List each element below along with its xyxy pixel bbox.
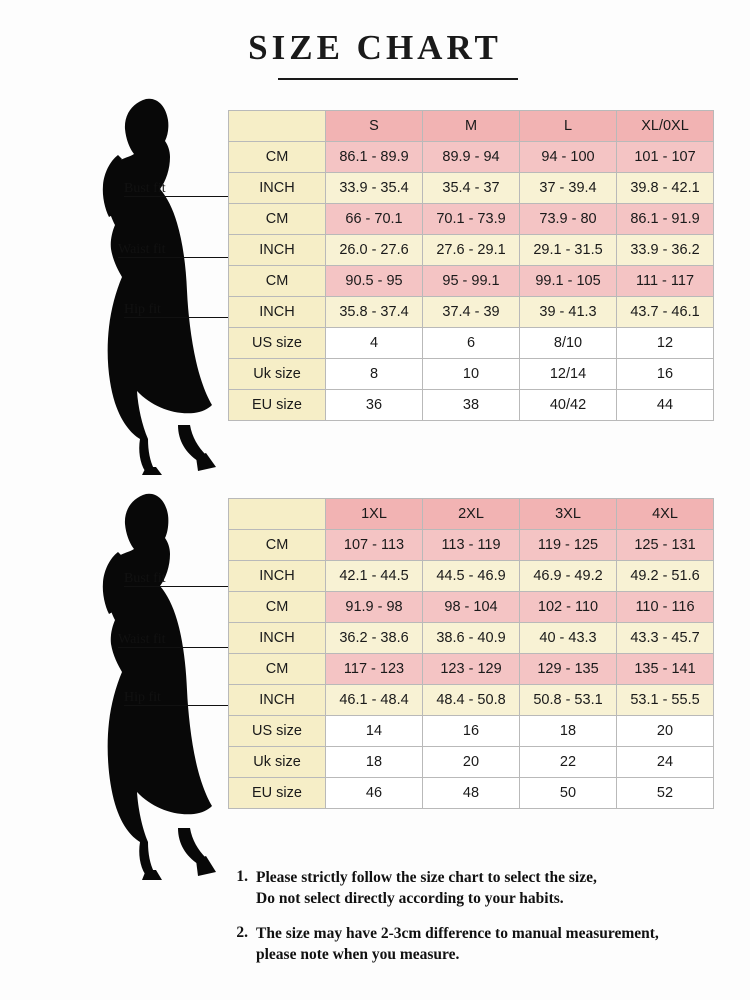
table-row: [229, 266, 714, 297]
table-row: [229, 297, 714, 328]
table-cell: 42.1 - 44.5: [326, 561, 423, 592]
table-cell: 48.4 - 50.8: [423, 685, 520, 716]
note-line: Please strictly follow the size chart to select the size,: [256, 869, 597, 886]
table-cell: 38: [423, 390, 520, 421]
table-cell: 22: [520, 747, 617, 778]
row-label: INCH: [229, 173, 326, 204]
table-cell: 4: [326, 328, 423, 359]
table-row: [229, 328, 714, 359]
table-cell: 37.4 - 39: [423, 297, 520, 328]
bust-fit-line-top: [124, 196, 232, 197]
table-row: [229, 530, 714, 561]
row-label: EU size: [229, 390, 326, 421]
table-cell: 50: [520, 778, 617, 809]
hip-fit-label-top: Hip fit: [124, 302, 161, 317]
table-cell: 73.9 - 80: [520, 204, 617, 235]
table-cell: 40 - 43.3: [520, 623, 617, 654]
table-cell: 37 - 39.4: [520, 173, 617, 204]
table-cell: 123 - 129: [423, 654, 520, 685]
row-label: INCH: [229, 297, 326, 328]
table-cell: 8: [326, 359, 423, 390]
table-cell: 6: [423, 328, 520, 359]
table-cell: 43.7 - 46.1: [617, 297, 714, 328]
header-blank: [229, 499, 326, 530]
row-label: INCH: [229, 623, 326, 654]
row-label: US size: [229, 716, 326, 747]
table-row: [229, 561, 714, 592]
row-label: CM: [229, 592, 326, 623]
bust-fit-line-bottom: [124, 586, 232, 587]
table-body: [229, 530, 714, 809]
table-cell: 33.9 - 35.4: [326, 173, 423, 204]
table-row: [229, 173, 714, 204]
table-row: [229, 778, 714, 809]
table-cell: 14: [326, 716, 423, 747]
figure-silhouette-top: [82, 95, 242, 475]
row-label: CM: [229, 654, 326, 685]
table-cell: 16: [423, 716, 520, 747]
page-title: SIZE CHART: [248, 28, 502, 67]
table-cell: 107 - 113: [326, 530, 423, 561]
table-cell: 70.1 - 73.9: [423, 204, 520, 235]
table-cell: 110 - 116: [617, 592, 714, 623]
table-cell: 89.9 - 94: [423, 142, 520, 173]
header-size-s: S: [326, 111, 423, 142]
header-size-l: L: [520, 111, 617, 142]
table-row: [229, 716, 714, 747]
row-label: EU size: [229, 778, 326, 809]
table-cell: 12/14: [520, 359, 617, 390]
header-size-m: M: [423, 111, 520, 142]
table-row: [229, 390, 714, 421]
table-cell: 29.1 - 31.5: [520, 235, 617, 266]
table-cell: 86.1 - 91.9: [617, 204, 714, 235]
note-number: 2.: [236, 923, 248, 941]
note-text: [256, 924, 734, 966]
hip-fit-label-bottom: Hip fit: [124, 690, 161, 705]
bust-fit-label-top: Bust fit: [124, 181, 166, 196]
size-table-plus: [228, 498, 714, 809]
table-cell: 46.1 - 48.4: [326, 685, 423, 716]
table-header-row: [229, 499, 714, 530]
table-cell: 27.6 - 29.1: [423, 235, 520, 266]
table-row: [229, 235, 714, 266]
header-size-1xl: 1XL: [326, 499, 423, 530]
note-item: [222, 924, 734, 966]
title-underline: [278, 78, 518, 80]
table-cell: 39 - 41.3: [520, 297, 617, 328]
table-header-row: [229, 111, 714, 142]
header-size-2xl: 2XL: [423, 499, 520, 530]
note-line: please note when you measure.: [256, 945, 460, 963]
table-cell: 102 - 110: [520, 592, 617, 623]
table-row: [229, 623, 714, 654]
table-cell: 119 - 125: [520, 530, 617, 561]
table-cell: 50.8 - 53.1: [520, 685, 617, 716]
table-row: [229, 654, 714, 685]
table-body: [229, 142, 714, 421]
note-line: The size may have 2-3cm difference to manual measurement,: [256, 924, 659, 942]
row-label: CM: [229, 266, 326, 297]
hip-fit-line-top: [124, 317, 232, 318]
table-cell: 38.6 - 40.9: [423, 623, 520, 654]
table-cell: 46.9 - 49.2: [520, 561, 617, 592]
header-size-xl: XL/0XL: [617, 111, 714, 142]
table-cell: 8/10: [520, 328, 617, 359]
waist-fit-line-bottom: [118, 647, 232, 648]
figure-silhouette-bottom: [82, 490, 242, 880]
bust-fit-label-bottom: Bust fit: [124, 571, 166, 586]
waist-fit-label-bottom: Waist fit: [118, 632, 166, 647]
table-cell: 91.9 - 98: [326, 592, 423, 623]
table-cell: 111 - 117: [617, 266, 714, 297]
table-cell: 99.1 - 105: [520, 266, 617, 297]
table-cell: 98 - 104: [423, 592, 520, 623]
header-size-4xl: 4XL: [617, 499, 714, 530]
note-text: [256, 868, 734, 910]
table-cell: 39.8 - 42.1: [617, 173, 714, 204]
table-cell: 95 - 99.1: [423, 266, 520, 297]
table-cell: 44.5 - 46.9: [423, 561, 520, 592]
table-cell: 113 - 119: [423, 530, 520, 561]
table-row: [229, 204, 714, 235]
size-table-standard: [228, 110, 714, 421]
table-cell: 101 - 107: [617, 142, 714, 173]
table-cell: 12: [617, 328, 714, 359]
table-cell: 20: [617, 716, 714, 747]
hip-fit-line-bottom: [124, 705, 232, 706]
table-cell: 40/42: [520, 390, 617, 421]
waist-fit-line-top: [118, 257, 232, 258]
table-cell: 53.1 - 55.5: [617, 685, 714, 716]
note-item: [222, 868, 734, 910]
row-label: INCH: [229, 235, 326, 266]
table-cell: 10: [423, 359, 520, 390]
table-row: [229, 142, 714, 173]
table-row: [229, 685, 714, 716]
table-cell: 35.8 - 37.4: [326, 297, 423, 328]
table-cell: 44: [617, 390, 714, 421]
table-row: [229, 747, 714, 778]
row-label: CM: [229, 142, 326, 173]
table-cell: 33.9 - 36.2: [617, 235, 714, 266]
note-number: 1.: [236, 868, 248, 885]
table-cell: 36.2 - 38.6: [326, 623, 423, 654]
table-cell: 135 - 141: [617, 654, 714, 685]
row-label: Uk size: [229, 747, 326, 778]
table-cell: 49.2 - 51.6: [617, 561, 714, 592]
table-cell: 18: [520, 716, 617, 747]
row-label: US size: [229, 328, 326, 359]
header-size-3xl: 3XL: [520, 499, 617, 530]
table-cell: 36: [326, 390, 423, 421]
note-line: Do not select directly according to your habits.: [256, 889, 564, 907]
table-cell: 125 - 131: [617, 530, 714, 561]
table-cell: 16: [617, 359, 714, 390]
row-label: Uk size: [229, 359, 326, 390]
table-cell: 129 - 135: [520, 654, 617, 685]
table-row: [229, 359, 714, 390]
table-cell: 46: [326, 778, 423, 809]
table-cell: 26.0 - 27.6: [326, 235, 423, 266]
woman-silhouette-icon: [82, 490, 242, 880]
table-cell: 117 - 123: [326, 654, 423, 685]
table-cell: 94 - 100: [520, 142, 617, 173]
table-cell: 48: [423, 778, 520, 809]
table-cell: 86.1 - 89.9: [326, 142, 423, 173]
table-cell: 18: [326, 747, 423, 778]
header-blank: [229, 111, 326, 142]
table-cell: 66 - 70.1: [326, 204, 423, 235]
waist-fit-label-top: Waist fit: [118, 242, 166, 257]
table-cell: 52: [617, 778, 714, 809]
woman-silhouette-icon: [82, 95, 242, 475]
table-cell: 90.5 - 95: [326, 266, 423, 297]
table-cell: 43.3 - 45.7: [617, 623, 714, 654]
table-cell: 20: [423, 747, 520, 778]
table-cell: 35.4 - 37: [423, 173, 520, 204]
row-label: INCH: [229, 561, 326, 592]
notes-section: [222, 868, 734, 980]
table-cell: 24: [617, 747, 714, 778]
row-label: CM: [229, 530, 326, 561]
table-row: [229, 592, 714, 623]
row-label: CM: [229, 204, 326, 235]
row-label: INCH: [229, 685, 326, 716]
